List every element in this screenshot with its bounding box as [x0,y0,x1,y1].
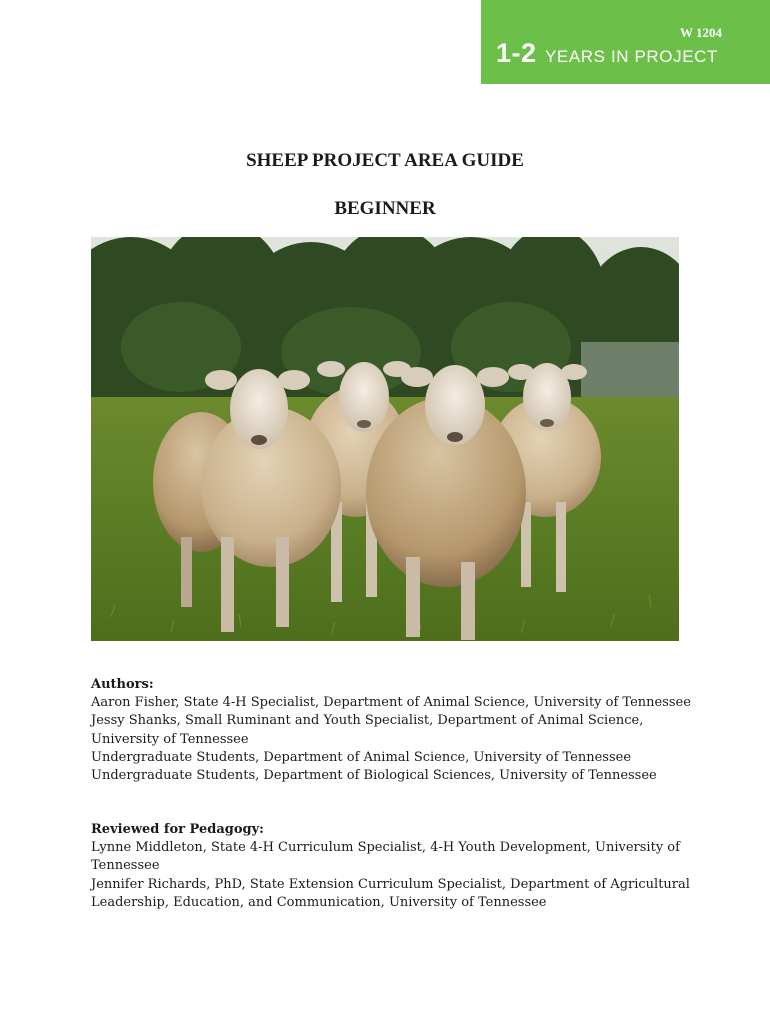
document-title: SHEEP PROJECT AREA GUIDE [246,150,524,171]
reviewer-line: Jennifer Richards, PhD, State Extension Curriculum Specialist, Department of Agricultural [91,876,690,892]
years-text: YEARS IN PROJECT [544,47,719,66]
years-in-project [496,38,718,69]
author-line: Jessy Shanks, Small Ruminant and Youth Specialist, Department of Animal Science, [91,713,644,729]
author-line: Undergraduate Students, Department of Animal Science, University of Tennessee [91,749,632,765]
reviewers-section [91,821,691,912]
sheep-photo [91,237,679,641]
years-banner [481,0,770,84]
author-line: Aaron Fisher, State 4-H Specialist, Department of Animal Science, University of Tennessee [91,695,691,711]
years-number: 1-2 [496,38,537,68]
publication-code: W 1204 [679,25,722,40]
authors-section [91,676,691,785]
document-subtitle: BEGINNER [334,198,436,219]
author-line: Undergraduate Students, Department of Biological Sciences, University of Tennessee [91,768,657,784]
reviewer-line: Lynne Middleton, State 4-H Curriculum Specialist, 4-H Youth Development, University of [91,840,680,856]
reviewer-line: Tennessee [91,858,160,874]
authors-heading: Authors: [91,677,154,692]
author-line: University of Tennessee [91,731,249,747]
reviewers-heading: Reviewed for Pedagogy: [91,822,264,837]
reviewer-line: Leadership, Education, and Communication, University of Tennessee [91,894,547,910]
